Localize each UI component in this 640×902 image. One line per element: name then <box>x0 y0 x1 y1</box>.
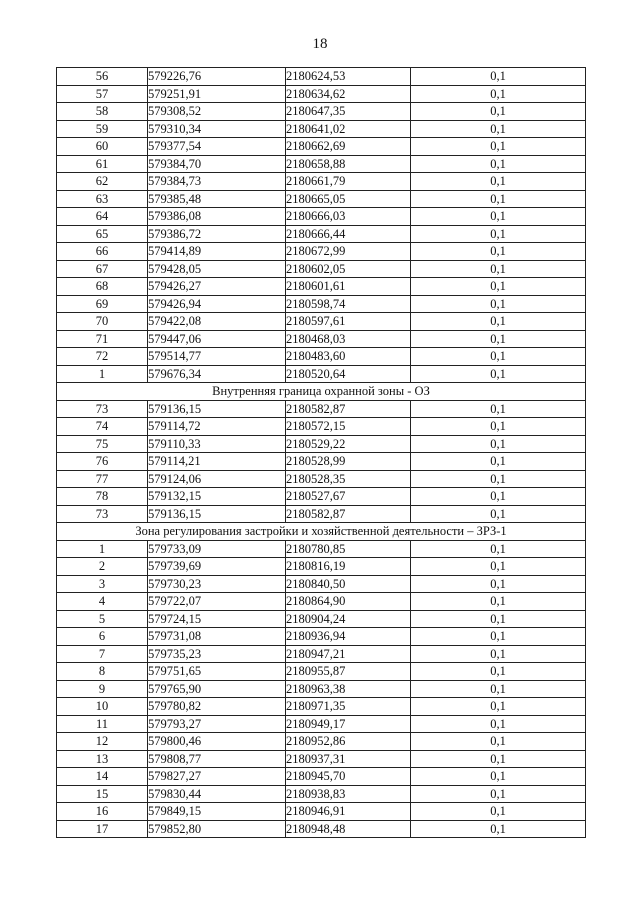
table-row <box>57 120 586 138</box>
point-number-cell: 74 <box>57 418 148 436</box>
table-row <box>57 540 586 558</box>
x-coordinate-cell: 579124,06 <box>148 470 286 488</box>
x-coordinate-cell: 579808,77 <box>148 750 286 768</box>
table-row <box>57 768 586 786</box>
point-number-cell: 56 <box>57 68 148 86</box>
precision-cell: 0,1 <box>411 645 586 663</box>
precision-cell: 0,1 <box>411 155 586 173</box>
y-coordinate-cell: 2180904,24 <box>286 610 411 628</box>
point-number-cell: 66 <box>57 243 148 261</box>
point-number-cell: 14 <box>57 768 148 786</box>
y-coordinate-cell: 2180597,61 <box>286 313 411 331</box>
x-coordinate-cell: 579733,09 <box>148 540 286 558</box>
table-row <box>57 628 586 646</box>
table-row <box>57 610 586 628</box>
table-row <box>57 243 586 261</box>
precision-cell: 0,1 <box>411 400 586 418</box>
x-coordinate-cell: 579731,08 <box>148 628 286 646</box>
y-coordinate-cell: 2180658,88 <box>286 155 411 173</box>
point-number-cell: 8 <box>57 663 148 681</box>
table-row <box>57 418 586 436</box>
point-number-cell: 9 <box>57 680 148 698</box>
precision-cell: 0,1 <box>411 138 586 156</box>
x-coordinate-cell: 579514,77 <box>148 348 286 366</box>
point-number-cell: 73 <box>57 505 148 523</box>
precision-cell: 0,1 <box>411 120 586 138</box>
y-coordinate-cell: 2180661,79 <box>286 173 411 191</box>
table-row <box>57 698 586 716</box>
point-number-cell: 61 <box>57 155 148 173</box>
x-coordinate-cell: 579676,34 <box>148 365 286 383</box>
precision-cell: 0,1 <box>411 225 586 243</box>
table-row <box>57 330 586 348</box>
precision-cell: 0,1 <box>411 418 586 436</box>
y-coordinate-cell: 2180949,17 <box>286 715 411 733</box>
point-number-cell: 57 <box>57 85 148 103</box>
table-row <box>57 505 586 523</box>
table-row <box>57 400 586 418</box>
point-number-cell: 1 <box>57 540 148 558</box>
precision-cell: 0,1 <box>411 85 586 103</box>
precision-cell: 0,1 <box>411 330 586 348</box>
point-number-cell: 17 <box>57 820 148 838</box>
x-coordinate-cell: 579793,27 <box>148 715 286 733</box>
x-coordinate-cell: 579852,80 <box>148 820 286 838</box>
point-number-cell: 58 <box>57 103 148 121</box>
table-row <box>57 488 586 506</box>
y-coordinate-cell: 2180601,61 <box>286 278 411 296</box>
y-coordinate-cell: 2180572,15 <box>286 418 411 436</box>
y-coordinate-cell: 2180641,02 <box>286 120 411 138</box>
precision-cell: 0,1 <box>411 820 586 838</box>
y-coordinate-cell: 2180662,69 <box>286 138 411 156</box>
x-coordinate-cell: 579384,73 <box>148 173 286 191</box>
y-coordinate-cell: 2180520,64 <box>286 365 411 383</box>
table-row <box>57 278 586 296</box>
y-coordinate-cell: 2180945,70 <box>286 768 411 786</box>
x-coordinate-cell: 579849,15 <box>148 803 286 821</box>
point-number-cell: 72 <box>57 348 148 366</box>
y-coordinate-cell: 2180602,05 <box>286 260 411 278</box>
precision-cell: 0,1 <box>411 68 586 86</box>
point-number-cell: 12 <box>57 733 148 751</box>
y-coordinate-cell: 2180647,35 <box>286 103 411 121</box>
precision-cell: 0,1 <box>411 453 586 471</box>
precision-cell: 0,1 <box>411 610 586 628</box>
table-row <box>57 190 586 208</box>
x-coordinate-cell: 579114,21 <box>148 453 286 471</box>
y-coordinate-cell: 2180666,03 <box>286 208 411 226</box>
precision-cell: 0,1 <box>411 750 586 768</box>
y-coordinate-cell: 2180582,87 <box>286 400 411 418</box>
x-coordinate-cell: 579751,65 <box>148 663 286 681</box>
y-coordinate-cell: 2180936,94 <box>286 628 411 646</box>
y-coordinate-cell: 2180952,86 <box>286 733 411 751</box>
precision-cell: 0,1 <box>411 173 586 191</box>
section-header-row <box>57 383 586 401</box>
x-coordinate-cell: 579226,76 <box>148 68 286 86</box>
x-coordinate-cell: 579780,82 <box>148 698 286 716</box>
y-coordinate-cell: 2180840,50 <box>286 575 411 593</box>
precision-cell: 0,1 <box>411 558 586 576</box>
precision-cell: 0,1 <box>411 715 586 733</box>
y-coordinate-cell: 2180529,22 <box>286 435 411 453</box>
precision-cell: 0,1 <box>411 505 586 523</box>
point-number-cell: 1 <box>57 365 148 383</box>
x-coordinate-cell: 579739,69 <box>148 558 286 576</box>
table-row <box>57 750 586 768</box>
table-row <box>57 803 586 821</box>
y-coordinate-cell: 2180864,90 <box>286 593 411 611</box>
point-number-cell: 78 <box>57 488 148 506</box>
y-coordinate-cell: 2180468,03 <box>286 330 411 348</box>
point-number-cell: 68 <box>57 278 148 296</box>
point-number-cell: 67 <box>57 260 148 278</box>
table-row <box>57 715 586 733</box>
precision-cell: 0,1 <box>411 575 586 593</box>
precision-cell: 0,1 <box>411 470 586 488</box>
point-number-cell: 13 <box>57 750 148 768</box>
point-number-cell: 69 <box>57 295 148 313</box>
x-coordinate-cell: 579385,48 <box>148 190 286 208</box>
y-coordinate-cell: 2180938,83 <box>286 785 411 803</box>
y-coordinate-cell: 2180955,87 <box>286 663 411 681</box>
x-coordinate-cell: 579735,23 <box>148 645 286 663</box>
coordinates-table-body <box>57 68 586 838</box>
x-coordinate-cell: 579830,44 <box>148 785 286 803</box>
x-coordinate-cell: 579428,05 <box>148 260 286 278</box>
x-coordinate-cell: 579386,08 <box>148 208 286 226</box>
table-row <box>57 313 586 331</box>
y-coordinate-cell: 2180963,38 <box>286 680 411 698</box>
x-coordinate-cell: 579800,46 <box>148 733 286 751</box>
precision-cell: 0,1 <box>411 260 586 278</box>
x-coordinate-cell: 579110,33 <box>148 435 286 453</box>
precision-cell: 0,1 <box>411 295 586 313</box>
table-row <box>57 663 586 681</box>
point-number-cell: 59 <box>57 120 148 138</box>
precision-cell: 0,1 <box>411 243 586 261</box>
table-row <box>57 785 586 803</box>
point-number-cell: 60 <box>57 138 148 156</box>
x-coordinate-cell: 579724,15 <box>148 610 286 628</box>
point-number-cell: 76 <box>57 453 148 471</box>
precision-cell: 0,1 <box>411 698 586 716</box>
point-number-cell: 75 <box>57 435 148 453</box>
y-coordinate-cell: 2180816,19 <box>286 558 411 576</box>
x-coordinate-cell: 579114,72 <box>148 418 286 436</box>
table-row <box>57 348 586 366</box>
y-coordinate-cell: 2180634,62 <box>286 85 411 103</box>
precision-cell: 0,1 <box>411 733 586 751</box>
precision-cell: 0,1 <box>411 663 586 681</box>
precision-cell: 0,1 <box>411 103 586 121</box>
point-number-cell: 3 <box>57 575 148 593</box>
section-title: Внутренняя граница охранной зоны - ОЗ <box>57 383 586 401</box>
precision-cell: 0,1 <box>411 540 586 558</box>
precision-cell: 0,1 <box>411 488 586 506</box>
table-row <box>57 435 586 453</box>
x-coordinate-cell: 579310,34 <box>148 120 286 138</box>
coordinates-table <box>56 67 586 838</box>
x-coordinate-cell: 579384,70 <box>148 155 286 173</box>
precision-cell: 0,1 <box>411 435 586 453</box>
point-number-cell: 62 <box>57 173 148 191</box>
x-coordinate-cell: 579132,15 <box>148 488 286 506</box>
y-coordinate-cell: 2180971,35 <box>286 698 411 716</box>
point-number-cell: 11 <box>57 715 148 733</box>
point-number-cell: 70 <box>57 313 148 331</box>
y-coordinate-cell: 2180937,31 <box>286 750 411 768</box>
table-row <box>57 68 586 86</box>
point-number-cell: 10 <box>57 698 148 716</box>
table-row <box>57 103 586 121</box>
y-coordinate-cell: 2180780,85 <box>286 540 411 558</box>
point-number-cell: 77 <box>57 470 148 488</box>
table-row <box>57 558 586 576</box>
x-coordinate-cell: 579765,90 <box>148 680 286 698</box>
precision-cell: 0,1 <box>411 680 586 698</box>
page-number: 18 <box>312 36 328 52</box>
table-row <box>57 173 586 191</box>
point-number-cell: 73 <box>57 400 148 418</box>
x-coordinate-cell: 579722,07 <box>148 593 286 611</box>
x-coordinate-cell: 579827,27 <box>148 768 286 786</box>
table-row <box>57 155 586 173</box>
precision-cell: 0,1 <box>411 348 586 366</box>
x-coordinate-cell: 579447,06 <box>148 330 286 348</box>
precision-cell: 0,1 <box>411 365 586 383</box>
precision-cell: 0,1 <box>411 190 586 208</box>
y-coordinate-cell: 2180598,74 <box>286 295 411 313</box>
y-coordinate-cell: 2180483,60 <box>286 348 411 366</box>
precision-cell: 0,1 <box>411 768 586 786</box>
table-row <box>57 295 586 313</box>
table-row <box>57 470 586 488</box>
y-coordinate-cell: 2180528,99 <box>286 453 411 471</box>
point-number-cell: 64 <box>57 208 148 226</box>
x-coordinate-cell: 579414,89 <box>148 243 286 261</box>
table-row <box>57 680 586 698</box>
point-number-cell: 4 <box>57 593 148 611</box>
precision-cell: 0,1 <box>411 278 586 296</box>
table-row <box>57 593 586 611</box>
section-title: Зона регулирования застройки и хозяйственной деятельности – ЗРЗ-1 <box>57 523 586 541</box>
x-coordinate-cell: 579386,72 <box>148 225 286 243</box>
x-coordinate-cell: 579730,23 <box>148 575 286 593</box>
point-number-cell: 5 <box>57 610 148 628</box>
y-coordinate-cell: 2180624,53 <box>286 68 411 86</box>
table-row <box>57 225 586 243</box>
x-coordinate-cell: 579426,94 <box>148 295 286 313</box>
point-number-cell: 71 <box>57 330 148 348</box>
y-coordinate-cell: 2180528,35 <box>286 470 411 488</box>
table-row <box>57 365 586 383</box>
x-coordinate-cell: 579136,15 <box>148 400 286 418</box>
y-coordinate-cell: 2180948,48 <box>286 820 411 838</box>
precision-cell: 0,1 <box>411 593 586 611</box>
section-header-row <box>57 523 586 541</box>
table-row <box>57 820 586 838</box>
precision-cell: 0,1 <box>411 313 586 331</box>
y-coordinate-cell: 2180527,67 <box>286 488 411 506</box>
precision-cell: 0,1 <box>411 628 586 646</box>
precision-cell: 0,1 <box>411 803 586 821</box>
x-coordinate-cell: 579426,27 <box>148 278 286 296</box>
y-coordinate-cell: 2180666,44 <box>286 225 411 243</box>
y-coordinate-cell: 2180665,05 <box>286 190 411 208</box>
y-coordinate-cell: 2180946,91 <box>286 803 411 821</box>
point-number-cell: 16 <box>57 803 148 821</box>
point-number-cell: 2 <box>57 558 148 576</box>
table-row <box>57 138 586 156</box>
table-row <box>57 208 586 226</box>
y-coordinate-cell: 2180672,99 <box>286 243 411 261</box>
point-number-cell: 7 <box>57 645 148 663</box>
y-coordinate-cell: 2180582,87 <box>286 505 411 523</box>
precision-cell: 0,1 <box>411 208 586 226</box>
x-coordinate-cell: 579308,52 <box>148 103 286 121</box>
y-coordinate-cell: 2180947,21 <box>286 645 411 663</box>
table-row <box>57 733 586 751</box>
table-row <box>57 575 586 593</box>
table-row <box>57 453 586 471</box>
precision-cell: 0,1 <box>411 785 586 803</box>
table-row <box>57 260 586 278</box>
x-coordinate-cell: 579136,15 <box>148 505 286 523</box>
point-number-cell: 15 <box>57 785 148 803</box>
x-coordinate-cell: 579377,54 <box>148 138 286 156</box>
table-row <box>57 645 586 663</box>
x-coordinate-cell: 579422,08 <box>148 313 286 331</box>
point-number-cell: 63 <box>57 190 148 208</box>
point-number-cell: 65 <box>57 225 148 243</box>
point-number-cell: 6 <box>57 628 148 646</box>
x-coordinate-cell: 579251,91 <box>148 85 286 103</box>
table-row <box>57 85 586 103</box>
